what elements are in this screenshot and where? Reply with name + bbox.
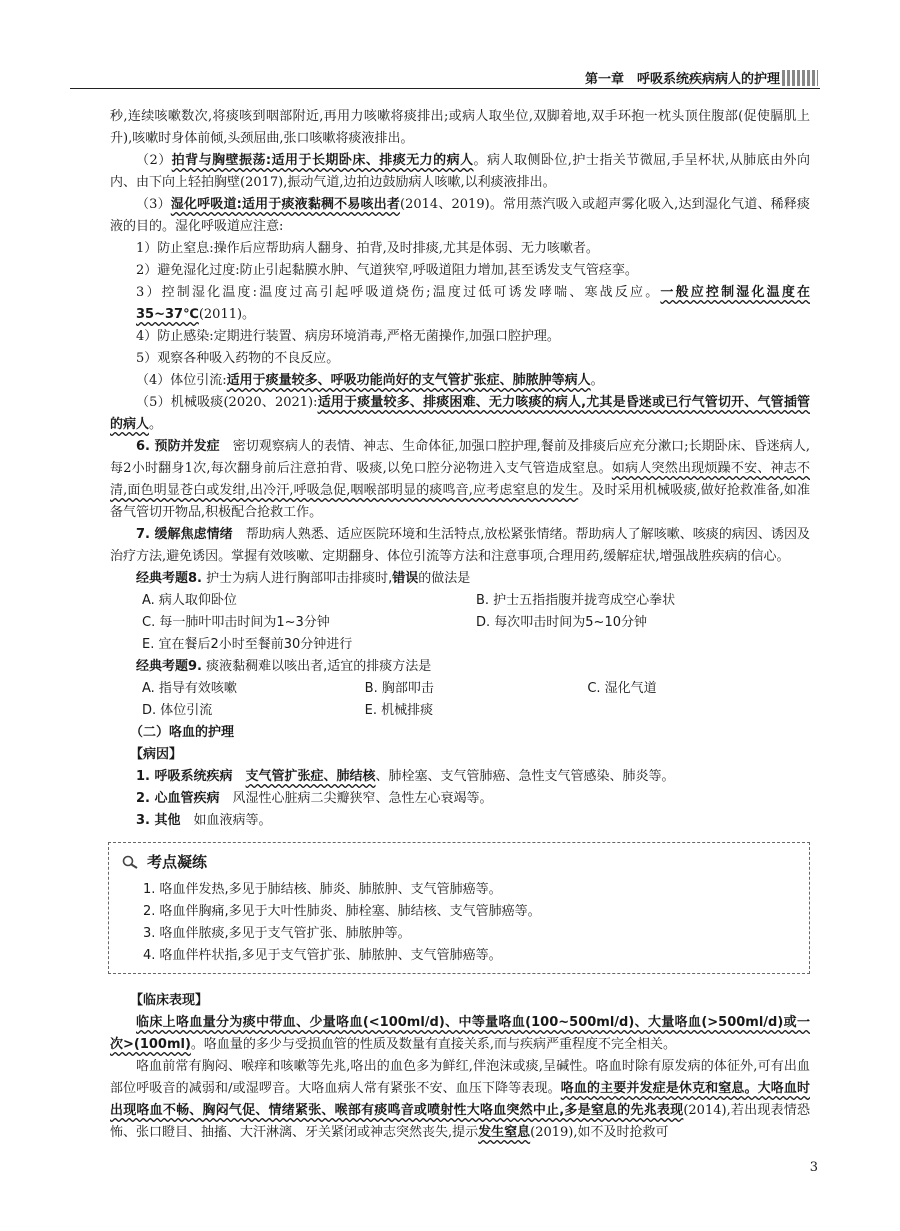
paragraph: （5）机械吸痰(2020、2021):适用于痰量较多、排痰困难、无力咳痰的病人,尤其是昏迷或已行气管切开、气管插管的病人。 — [110, 395, 810, 432]
list-item: 4. 咯血伴杵状指,多见于支气管扩张、肺脓肿、支气管肺癌等。 — [143, 948, 502, 963]
paragraph: 临床上咯血量分为痰中带血、少量咯血(<100ml/d)、中等量咯血(100~500ml/d)、大量咯血(>500ml/d)或一次>(100ml)。咯血量的多少与受损血管的性质及数量有直接关系,而与疾病严重程度不完全相关。 — [110, 1015, 810, 1052]
option: D. 体位引流 — [142, 703, 213, 718]
question-9: 经典考题9. 痰液黏稠难以咳出者,适宜的排痰方法是 — [136, 659, 432, 674]
list-item: 3. 咯血伴脓痰,多见于支气管扩张、肺脓肿等。 — [143, 926, 411, 941]
main-text-2 — [110, 990, 810, 1144]
subsection-heading: 【临床表现】 — [130, 993, 209, 1008]
paragraph: 咯血前常有胸闷、喉痒和咳嗽等先兆,咯出的血色多为鲜红,伴泡沫或痰,呈碱性。咯血时除有原发病的体征外,可有出血部位呼吸音的减弱和/或湿啰音。大咯血病人常有紧张不安、血压下降等表现。咯血的主要并发症是休克和窒息。大咯血时出现咯血不畅、胸闷气促、情绪紧张、喉部有痰鸣音或喷射性大咯血突然中止,多是窒息的先兆表现(2014),若出现表情恐怖、张口瞪目、抽搐、大汗淋漓、牙关紧闭或神志突然丧失,提示发生窒息(2019),如不及时抢救可 — [110, 1059, 810, 1140]
paragraph: （4）体位引流:适用于痰量较多、呼吸功能尚好的支气管扩张症、肺脓肿等病人。 — [136, 373, 604, 388]
option: B. 胸部叩击 — [364, 681, 434, 696]
question-8: 经典考题8. 护士为病人进行胸部叩击排痰时,错误的做法是 — [136, 571, 471, 586]
list-item: 3）控制湿化温度:温度过高引起呼吸道烧伤;温度过低可诱发哮喘、寒战反应。一般应控制湿化温度在35~37℃(2011)。 — [136, 285, 810, 322]
list-item: 5）观察各种吸入药物的不良反应。 — [136, 351, 340, 366]
option: D. 每次叩击时间为5~10分钟 — [476, 615, 647, 630]
list-item: 2）避免湿化过度:防止引起黏膜水肿、气道狭窄,呼吸道阻力增加,甚至诱发支气管痉挛。 — [136, 263, 638, 278]
list-item: 1. 呼吸系统疾病 支气管扩张症、肺结核、肺栓塞、支气管肺癌、急性支气管感染、肺炎等。 — [136, 769, 675, 784]
option: E. 宜在餐后2小时至餐前30分钟进行 — [142, 637, 353, 652]
header-decoration — [782, 70, 818, 86]
page-number: 3 — [809, 1160, 818, 1175]
paragraph: 6. 预防并发症 密切观察病人的表情、神志、生命体征,加强口腔护理,餐前及排痰后应充分漱口;长期卧床、昏迷病人,每2小时翻身1次,每次翻身前后注意拍背、吸痰,以免口腔分泌物进入支气管造成窒息。如病人突然出现烦躁不安、神志不清,面色明显苍白或发绀,出冷汗,呼吸急促,咽喉部明显的痰鸣音,应考虑窒息的发生。及时采用机械吸痰,做好抢救准备,如准备气管切开物品,积极配合抢救工作。 — [110, 439, 810, 520]
header-rule — [70, 88, 820, 89]
paragraph: （3）湿化呼吸道:适用于痰液黏稠不易咳出者(2014、2019)。常用蒸汽吸入或超声雾化吸入,达到湿化气道、稀释痰液的目的。湿化呼吸道应注意: — [110, 197, 810, 234]
option: A. 指导有效咳嗽 — [142, 681, 237, 696]
list-item: 1. 咯血伴发热,多见于肺结核、肺炎、肺脓肿、支气管肺癌等。 — [143, 882, 502, 897]
list-item: 4）防止感染:定期进行装置、病房环境消毒,严格无菌操作,加强口腔护理。 — [136, 329, 560, 344]
box-title: 考点凝练 — [147, 853, 208, 871]
paragraph: 秒,连续咳嗽数次,将痰咳到咽部附近,再用力咳嗽将痰排出;或病人取坐位,双脚着地,双手环抱一枕头顶住腹部(促使膈肌上升),咳嗽时身体前倾,头颈屈曲,张口咳嗽将痰液排出。 — [110, 109, 810, 146]
section-heading: （二）咯血的护理 — [130, 725, 235, 740]
option: C. 湿化气道 — [587, 681, 657, 696]
list-item: 1）防止窒息:操作后应帮助病人翻身、拍背,及时排痰,尤其是体弱、无力咳嗽者。 — [136, 241, 599, 256]
subsection-heading: 【病因】 — [130, 747, 183, 762]
chapter-header: 第一章 呼吸系统疾病病人的护理 — [584, 72, 780, 87]
option: A. 病人取仰卧位 — [142, 593, 237, 608]
key-points-box — [108, 842, 810, 974]
option: B. 护士五指指腹并拢弯成空心拳状 — [476, 593, 676, 608]
option: E. 机械排痰 — [364, 703, 434, 718]
magnifier-icon — [121, 855, 139, 869]
list-item: 3. 其他 如血液病等。 — [136, 813, 272, 828]
option: C. 每一肺叶叩击时间为1~3分钟 — [142, 615, 330, 630]
list-item: 2. 咯血伴胸痛,多见于大叶性肺炎、肺栓塞、肺结核、支气管肺癌等。 — [143, 904, 541, 919]
paragraph: （2）拍背与胸壁振荡:适用于长期卧床、排痰无力的病人。病人取侧卧位,护士指关节微屈,手呈杯状,从肺底由外向内、由下向上轻拍胸壁(2017),振动气道,边拍边鼓励病人咳嗽,以利痰液排出。 — [110, 153, 810, 190]
paragraph: 7. 缓解焦虑情绪 帮助病人熟悉、适应医院环境和生活特点,放松紧张情绪。帮助病人了解咳嗽、咳痰的病因、诱因及治疗方法,避免诱因。掌握有效咳嗽、定期翻身、体位引流等方法和注意事项,合理用药,缓解症状,增强战胜疾病的信心。 — [110, 527, 810, 564]
main-text — [110, 106, 810, 832]
list-item: 2. 心血管疾病 风湿性心脏病二尖瓣狭窄、急性左心衰竭等。 — [136, 791, 493, 806]
